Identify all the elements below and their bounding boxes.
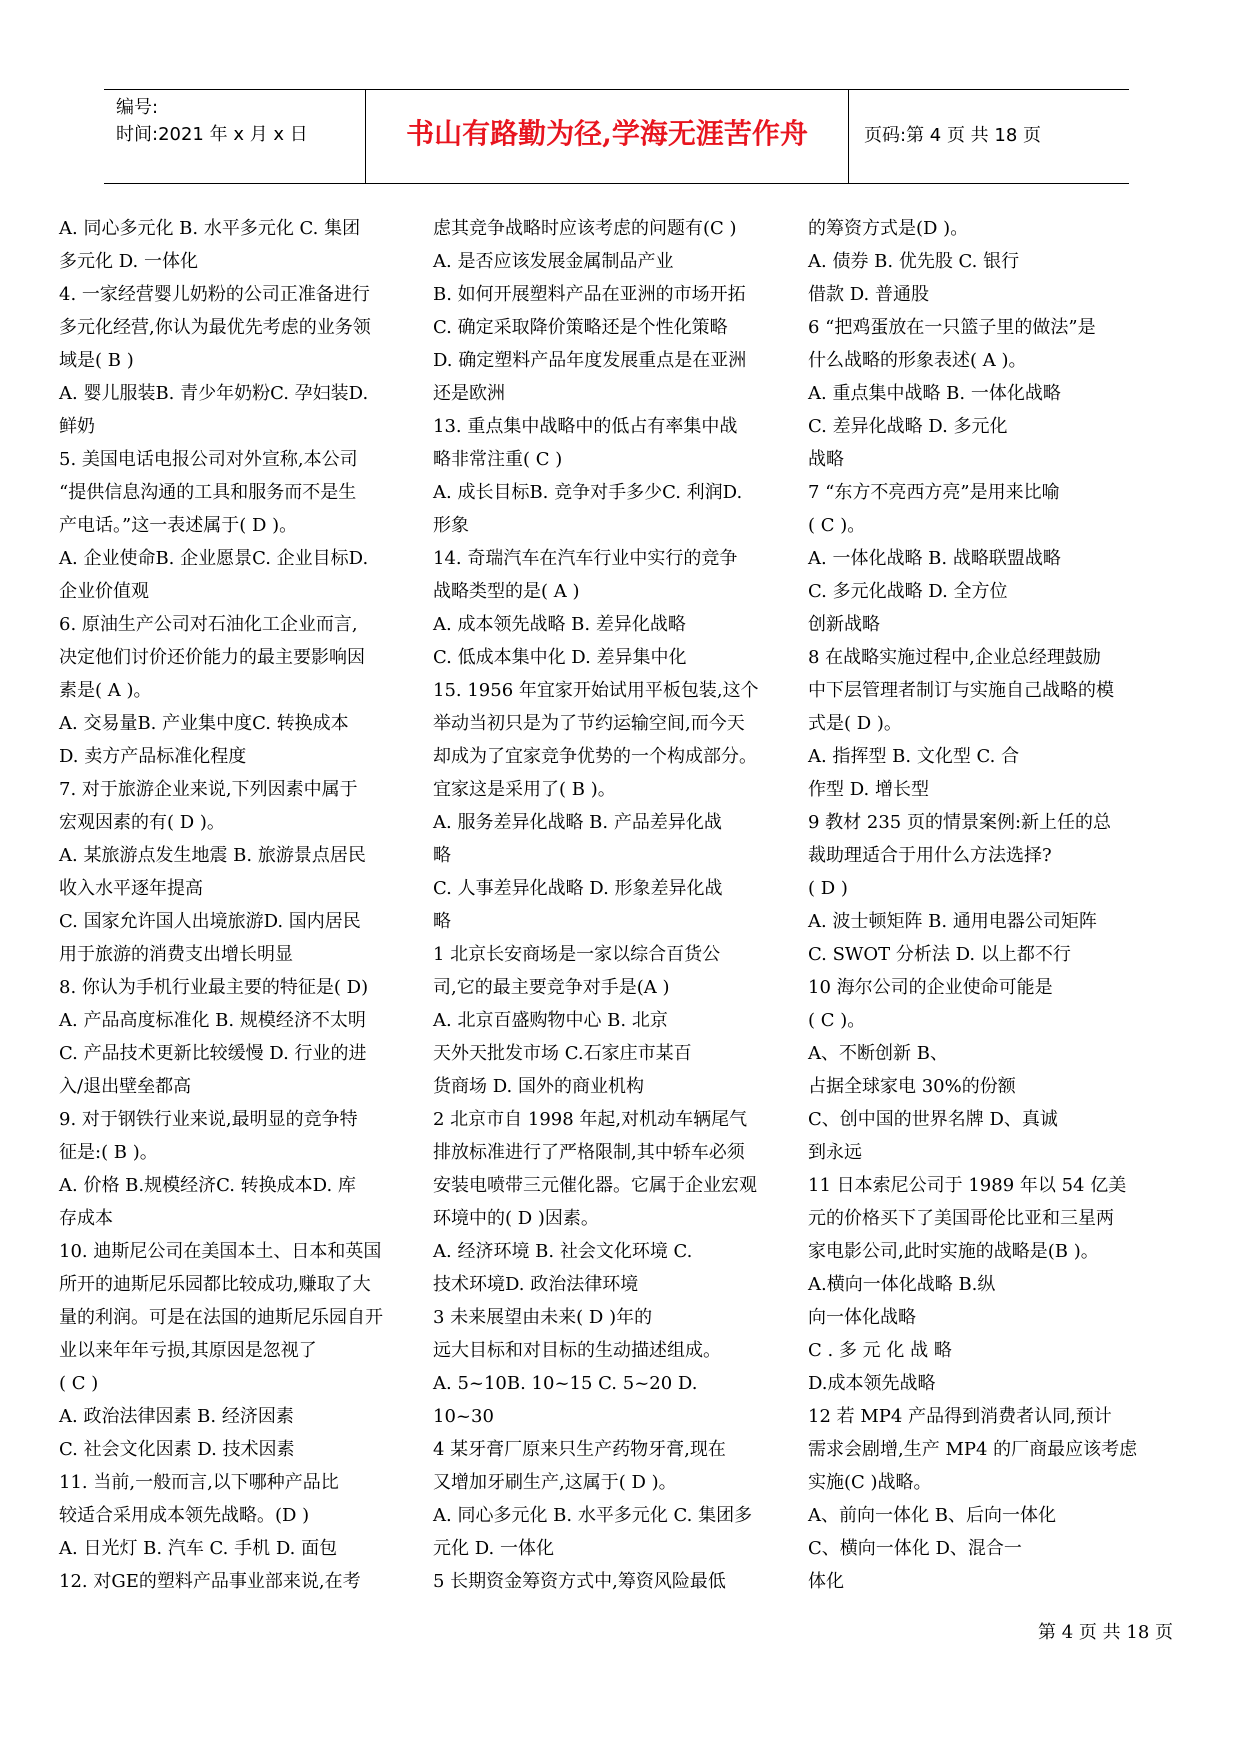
text-line: D. 确定塑料产品年度发展重点是在亚洲 (433, 350, 747, 371)
text-line: 2 北京市自 1998 年起,对机动车辆尾气 (433, 1109, 748, 1130)
text-line: 裁助理适合于用什么方法选择? (808, 845, 1052, 866)
text-column-2 (433, 212, 799, 1598)
text-line: 虑其竞争战略时应该考虑的问题有(C ) (433, 218, 737, 239)
text-line: 向一体化战略 (808, 1307, 916, 1328)
text-line: A. 经济环境 B. 社会文化环境 C. (433, 1241, 693, 1262)
text-line: 多元化经营,你认为最优先考虑的业务领 (59, 317, 371, 338)
text-line: 10~30 (433, 1406, 494, 1427)
text-line: 鲜奶 (59, 416, 95, 437)
text-line: 中下层管理者制订与实施自己战略的模 (808, 680, 1114, 701)
text-line: 远大目标和对目标的生动描述组成。 (433, 1340, 721, 1361)
text-line: ( C )。 (808, 515, 866, 536)
text-line: C、创中国的世界名牌 D、真诚 (808, 1109, 1058, 1130)
text-line: 3 未来展望由未来( D )年的 (433, 1307, 653, 1328)
text-line: A. 同心多元化 B. 水平多元化 C. 集团多 (433, 1505, 753, 1526)
text-line: 家电影公司,此时实施的战略是(B )。 (808, 1241, 1099, 1262)
text-line: “提供信息沟通的工具和服务而不是生 (59, 482, 357, 503)
text-line: 又增加牙刷生产,这属于( D )。 (433, 1472, 677, 1493)
text-line: 7 “东方不亮西方亮”是用来比喻 (808, 482, 1060, 503)
text-line: 作型 D. 增长型 (808, 779, 929, 800)
text-line: 宏观因素的有( D )。 (59, 812, 225, 833)
text-line: C. 多元化战略 D. 全方位 (808, 581, 1008, 602)
text-line: A. 同心多元化 B. 水平多元化 C. 集团 (59, 218, 361, 239)
text-line: ( C )。 (808, 1010, 866, 1031)
text-line: 所开的迪斯尼乐园都比较成功,赚取了大 (59, 1274, 371, 1295)
text-line: ( C ) (59, 1373, 99, 1394)
page-footer: 第 4 页 共 18 页 (1038, 1622, 1173, 1643)
text-line: 8. 你认为手机行业最主要的特征是( D) (59, 977, 369, 998)
text-line: 决定他们讨价还价能力的最主要影响因 (59, 647, 365, 668)
text-line: A. 重点集中战略 B. 一体化战略 (808, 383, 1061, 404)
text-line: 14. 奇瑞汽车在汽车行业中实行的竞争 (433, 548, 738, 569)
text-column-3 (808, 212, 1174, 1598)
text-line: A. 成本领先战略 B. 差异化战略 (433, 614, 686, 635)
text-line: A.横向一体化战略 B.纵 (808, 1274, 996, 1295)
text-line: 货商场 D. 国外的商业机构 (433, 1076, 644, 1097)
text-line: 举动当初只是为了节约运输空间,而今天 (433, 713, 745, 734)
text-line: 4. 一家经营婴儿奶粉的公司正准备进行 (59, 284, 370, 305)
text-line: 宜家这是采用了( B )。 (433, 779, 616, 800)
text-line: 素是( A )。 (59, 680, 152, 701)
text-line: 4 某牙膏厂原来只生产药物牙膏,现在 (433, 1439, 726, 1460)
text-line: 的筹资方式是(D )。 (808, 218, 969, 239)
text-line: 11. 当前,一般而言,以下哪种产品比 (59, 1472, 339, 1493)
text-line: C. SWOT 分析法 D. 以上都不行 (808, 944, 1071, 965)
text-line: A. 价格 B.规模经济C. 转换成本D. 库 (59, 1175, 356, 1196)
header-left-cell (116, 94, 308, 148)
text-line: A. 政治法律因素 B. 经济因素 (59, 1406, 294, 1427)
text-line: A. 日光灯 B. 汽车 C. 手机 D. 面包 (59, 1538, 338, 1559)
text-line: D.成本领先战略 (808, 1373, 936, 1394)
text-line: 安装电喷带三元催化器。它属于企业宏观 (433, 1175, 757, 1196)
text-line: 形象 (433, 515, 469, 536)
text-line: 元化 D. 一体化 (433, 1538, 554, 1559)
text-line: A. 波士顿矩阵 B. 通用电器公司矩阵 (808, 911, 1097, 932)
text-line: 7. 对于旅游企业来说,下列因素中属于 (59, 779, 358, 800)
time-line: 时间:2021 年 x 月 x 日 (116, 124, 308, 145)
text-line: ( D ) (808, 878, 848, 899)
text-line: 入/退出壁垒都高 (59, 1076, 192, 1097)
header-divider (848, 90, 849, 183)
text-line: 战略类型的是( A ) (433, 581, 580, 602)
text-line: A、不断创新 B、 (808, 1043, 948, 1064)
text-line: 存成本 (59, 1208, 113, 1229)
page-header (104, 89, 1129, 184)
text-line: 10 海尔公司的企业使命可能是 (808, 977, 1053, 998)
text-line: C. 差异化战略 D. 多元化 (808, 416, 1008, 437)
text-line: 6 “把鸡蛋放在一只篮子里的做法”是 (808, 317, 1096, 338)
text-line: C、横向一体化 D、混合一 (808, 1538, 1022, 1559)
text-line: A. 企业使命B. 企业愿景C. 企业目标D. (59, 548, 369, 569)
text-line: 5 长期资金筹资方式中,筹资风险最低 (433, 1571, 726, 1592)
text-line: 体化 (808, 1571, 844, 1592)
text-line: 产电话。”这一表述属于( D )。 (59, 515, 298, 536)
text-line: A. 产品高度标准化 B. 规模经济不太明 (59, 1010, 366, 1031)
text-line: 10. 迪斯尼公司在美国本土、日本和英国 (59, 1241, 382, 1262)
text-line: 多元化 D. 一体化 (59, 251, 198, 272)
text-line: A. 一体化战略 B. 战略联盟战略 (808, 548, 1061, 569)
header-motto: 书山有路勤为径,学海无涯苦作舟 (406, 117, 808, 150)
text-line: 式是( D )。 (808, 713, 902, 734)
text-line: 9 教材 235 页的情景案例:新上任的总 (808, 812, 1112, 833)
text-line: A. 成长目标B. 竞争对手多少C. 利润D. (433, 482, 743, 503)
text-line: 12. 对GE的塑料产品事业部来说,在考 (59, 1571, 361, 1592)
text-line: 到永远 (808, 1142, 862, 1163)
text-line: A. 债券 B. 优先股 C. 银行 (808, 251, 1020, 272)
text-line: 量的利润。可是在法国的迪斯尼乐园自开 (59, 1307, 383, 1328)
text-line: 12 若 MP4 产品得到消费者认同,预计 (808, 1406, 1112, 1427)
text-line: 占据全球家电 30%的份额 (808, 1076, 1016, 1097)
text-line: A. 某旅游点发生地震 B. 旅游景点居民 (59, 845, 366, 866)
text-line: 借款 D. 普通股 (808, 284, 929, 305)
text-line: 用于旅游的消费支出增长明显 (59, 944, 293, 965)
text-line: C. 人事差异化战略 D. 形象差异化战 (433, 878, 723, 899)
text-line: A. 交易量B. 产业集中度C. 转换成本 (59, 713, 349, 734)
text-line: A. 5~10B. 10~15 C. 5~20 D. (433, 1373, 698, 1394)
text-line: 较适合采用成本领先战略。(D ) (59, 1505, 310, 1526)
text-line: 业以来年年亏损,其原因是忽视了 (59, 1340, 317, 1361)
text-line: 15. 1956 年宜家开始试用平板包装,这个 (433, 680, 759, 701)
text-line: 创新战略 (808, 614, 880, 635)
text-line: A. 婴儿服装B. 青少年奶粉C. 孕妇装D. (59, 383, 369, 404)
text-line: 略 (433, 845, 451, 866)
text-line: 1 北京长安商场是一家以综合百货公 (433, 944, 721, 965)
text-line: 略非常注重( C ) (433, 449, 563, 470)
text-line: B. 如何开展塑料产品在亚洲的市场开拓 (433, 284, 746, 305)
text-line: A. 指挥型 B. 文化型 C. 合 (808, 746, 1020, 767)
header-page-info: 页码:第 4 页 共 18 页 (864, 125, 1042, 146)
text-line: 实施(C )战略。 (808, 1472, 932, 1493)
text-line: 收入水平逐年提高 (59, 878, 203, 899)
text-line: 略 (433, 911, 451, 932)
text-line: 9. 对于钢铁行业来说,最明显的竞争特 (59, 1109, 358, 1130)
text-line: 天外天批发市场 C.石家庄市某百 (433, 1043, 692, 1064)
text-line: 11 日本索尼公司于 1989 年以 54 亿美 (808, 1175, 1127, 1196)
text-line: 元的价格买下了美国哥伦比亚和三星两 (808, 1208, 1114, 1229)
text-line: C. 确定采取降价策略还是个性化策略 (433, 317, 728, 338)
text-line: 技术环境D. 政治法律环境 (433, 1274, 639, 1295)
text-line: 8 在战略实施过程中,企业总经理鼓励 (808, 647, 1101, 668)
text-line: 6. 原油生产公司对石油化工企业而言, (59, 614, 358, 635)
text-column-1 (59, 212, 425, 1598)
text-line: 却成为了宜家竞争优势的一个构成部分。 (433, 746, 757, 767)
text-line: 还是欧洲 (433, 383, 505, 404)
text-line: 战略 (808, 449, 844, 470)
text-line: C . 多 元 化 战 略 (808, 1340, 952, 1361)
text-line: 排放标准进行了严格限制,其中轿车必须 (433, 1142, 745, 1163)
text-line: C. 低成本集中化 D. 差异集中化 (433, 647, 687, 668)
text-line: 13. 重点集中战略中的低占有率集中战 (433, 416, 738, 437)
text-line: C. 国家允许国人出境旅游D. 国内居民 (59, 911, 361, 932)
text-line: A. 是否应该发展金属制品产业 (433, 251, 674, 272)
text-line: A. 北京百盛购物中心 B. 北京 (433, 1010, 668, 1031)
text-line: 5. 美国电话电报公司对外宣称,本公司 (59, 449, 358, 470)
text-line: C. 社会文化因素 D. 技术因素 (59, 1439, 295, 1460)
text-line: 什么战略的形象表述( A )。 (808, 350, 1027, 371)
text-line: 需求会剧增,生产 MP4 的厂商最应该考虑 (808, 1439, 1138, 1460)
serial-label: 编号: (116, 97, 159, 118)
text-line: A、前向一体化 B、后向一体化 (808, 1505, 1056, 1526)
text-line: 司,它的最主要竞争对手是(A ) (433, 977, 670, 998)
text-line: A. 服务差异化战略 B. 产品差异化战 (433, 812, 722, 833)
text-line: 域是( B ) (59, 350, 134, 371)
text-line: 环境中的( D )因素。 (433, 1208, 599, 1229)
text-line: D. 卖方产品标准化程度 (59, 746, 247, 767)
text-line: C. 产品技术更新比较缓慢 D. 行业的进 (59, 1043, 367, 1064)
text-line: 征是:( B )。 (59, 1142, 158, 1163)
text-line: 企业价值观 (59, 581, 149, 602)
